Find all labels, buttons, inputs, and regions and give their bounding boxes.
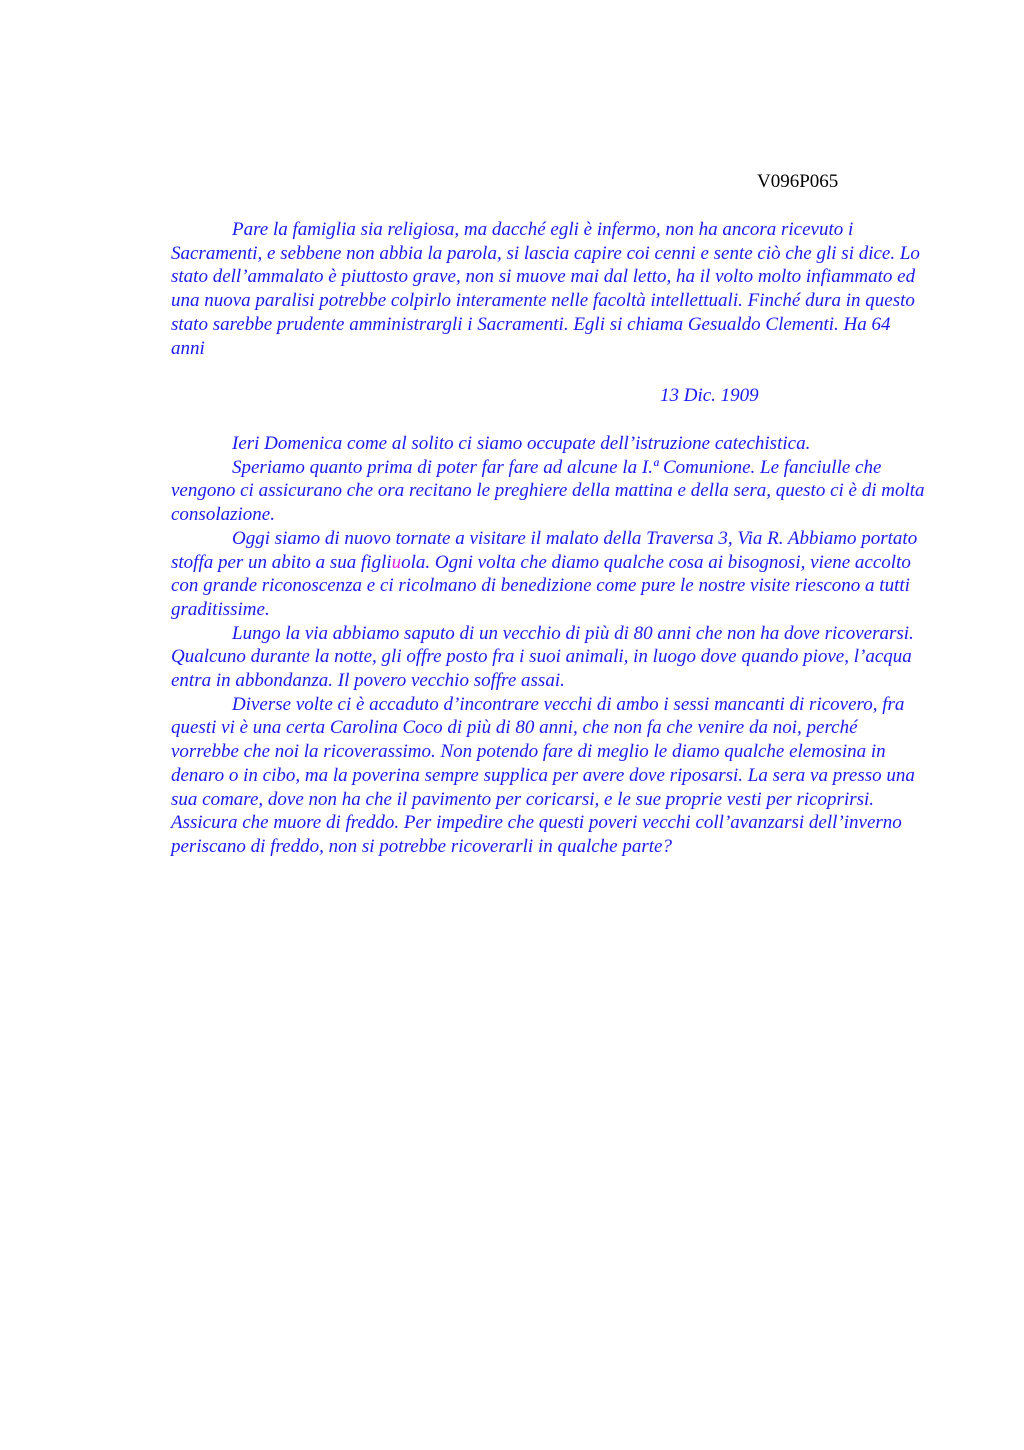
entry-date: 13 Dic. 1909 <box>660 385 759 406</box>
paragraph-communion: Speriamo quanto prima di poter far fare ad alcune la I.ª Comunione. Le fanciulle che vengono ci assicurano che ora recitano le preghiere della mattina e della sera, questo ci è di molta consolazione. <box>171 456 925 526</box>
paragraph-old-man: Lungo la via abbiamo saputo di un vecchio di più di 80 anni che non ha dove ricoverarsi. Qualcuno durante la notte, gli offre posto fra i suoi animali, in luogo dove quando piove, l’acqua entra in abbondanza. Il povero vecchio soffre assai. <box>171 622 914 692</box>
paragraph-elderly-shelter: Diverse volte ci è accaduto d’incontrare vecchi di ambo i sessi mancanti di ricovero, fra questi vi è una certa Carolina Coco di più di 80 anni, che non fa che venire da noi, perché vorrebbe che noi la ricoverassimo. Non potendo fare di meglio le diamo qualche elemosina in denaro o in cibo, ma la poverina sempre supplica per avere dove riposarsi. La sera va presso una sua comare, dove non ha che il pavimento per coricarsi, e le sue proprie vesti per ricoprirsi. Assicura che muore di freddo. Per impedire che questi poveri vecchi coll’avanzarsi dell’inverno periscano di freddo, non si potrebbe ricoverarli in qualche parte? <box>171 693 915 857</box>
text-block-second <box>171 432 927 859</box>
paragraph-visit-sick-before: Oggi siamo di nuovo tornate a visitare il malato della Traversa 3, Via R. Abbiamo portato stoffa per un abito a sua figli <box>171 527 918 573</box>
paragraph-catechism: Ieri Domenica come al solito ci siamo occupate dell’istruzione catechistica. <box>232 433 811 454</box>
paragraph-family-status: Pare la famiglia sia religiosa, ma dacché egli è infermo, non ha ancora ricevuto i Sacramenti, e sebbene non abbia la parola, si lascia capire coi cenni e sente ciò che gli si dice. Lo stato dell’ammalato è piuttosto grave, non si muove mai dal letto, ha il volto molto infiammato ed una nuova paralisi potrebbe colpirlo interamente nelle facoltà intellettuali. Finché dura in questo stato sarebbe prudente amministrargli i Sacramenti. Egli si chiama Gesualdo Clementi. Ha 64 anni <box>171 219 920 359</box>
text-block-first <box>171 218 927 360</box>
paragraph-visit-sick <box>171 527 927 622</box>
paragraph-visit-sick-after: ola. Ogni volta che diamo qualche cosa ai bisognosi, viene accolto con grande riconoscenza e ci ricolmano di benedizione come pure le nostre visite riescono a tutti graditissime. <box>171 551 911 620</box>
inline-correction: u <box>391 551 402 573</box>
page-identifier: V096P065 <box>757 171 839 192</box>
